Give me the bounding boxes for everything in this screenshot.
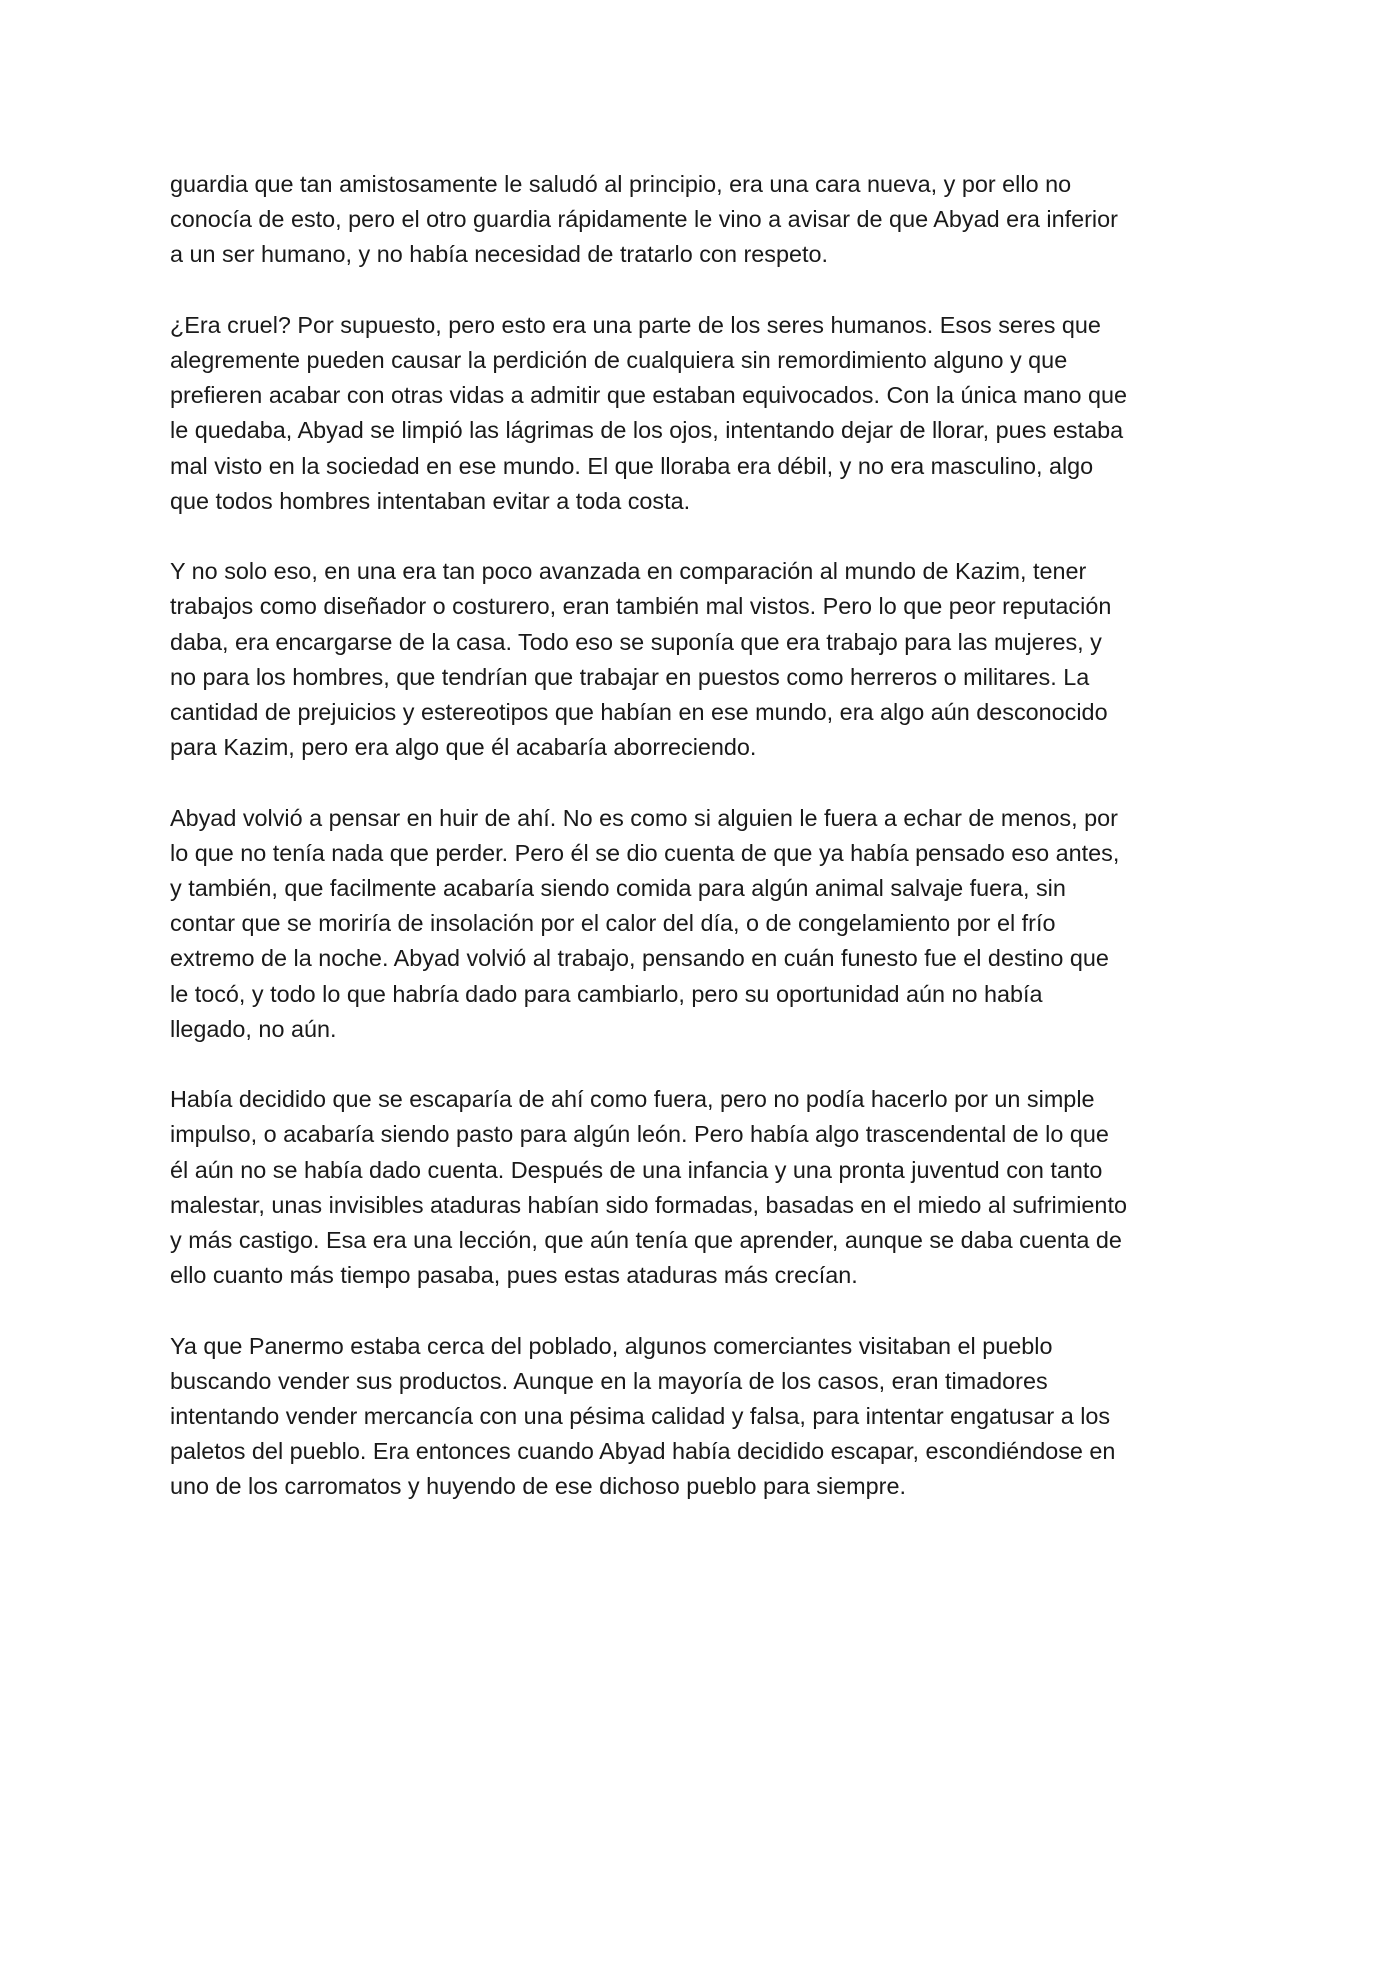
paragraph: Había decidido que se escaparía de ahí como fuera, pero no podía hacerlo por un simple impulso, o acabaría siendo pasto para algún león. Pero había algo trascendental de lo que él aún no se había dado cuenta. Después de una infancia y una pronta juventud con tanto malestar, unas invisibles ataduras habían sido formadas, basadas en el miedo al sufrimiento y más castigo. Esa era una lección, que aún tenía que aprender, aunque se daba cuenta de ello cuanto más tiempo pasaba, pues estas ataduras más crecían. — [170, 1086, 1127, 1289]
paragraph: Abyad volvió a pensar en huir de ahí. No es como si alguien le fuera a echar de menos, por lo que no tenía nada que perder. Pero él se dio cuenta de que ya había pensado eso antes, y también, que facilmente acabaría siendo comida para algún animal salvaje fuera, sin contar que se moriría de insolación por el calor del día, o de congelamiento por el frío extremo de la noche. Abyad volvió al trabajo, pensando en cuán funesto fue el destino que le tocó, y todo lo que habría dado para cambiarlo, pero su oportunidad aún no había llegado, no aún. — [170, 804, 1120, 1042]
paragraph: Y no solo eso, en una era tan poco avanzada en comparación al mundo de Kazim, tener trabajos como diseñador o costurero, eran también mal vistos. Pero lo que peor reputación daba, era encargarse de la casa. Todo eso se suponía que era trabajo para las mujeres, y no para los hombres, que tendrían que trabajar en puestos como herreros o militares. La cantidad de prejuicios y estereotipos que habían en ese mundo, era algo aún desconocido para Kazim, pero era algo que él acabaría aborreciendo. — [170, 558, 1112, 761]
document-body — [170, 167, 1248, 1505]
paragraph: ¿Era cruel? Por supuesto, pero esto era una parte de los seres humanos. Esos seres que alegremente pueden causar la perdición de cualquiera sin remordimiento alguno y que prefieren acabar con otras vidas a admitir que estaban equivocados. Con la única mano que le quedaba, Abyad se limpió las lágrimas de los ojos, intentando dejar de llorar, pues estaba mal visto en la sociedad en ese mundo. El que lloraba era débil, y no era masculino, algo que todos hombres intentaban evitar a toda costa. — [170, 311, 1128, 514]
paragraph: guardia que tan amistosamente le saludó al principio, era una cara nueva, y por ello no conocía de esto, pero el otro guardia rápidamente le vino a avisar de que Abyad era inferior a un ser humano, y no había necesidad de tratarlo con respeto. — [170, 171, 1118, 268]
paragraph: Ya que Panermo estaba cerca del poblado, algunos comerciantes visitaban el pueblo buscando vender sus productos. Aunque en la mayoría de los casos, eran timadores intentando vender mercancía con una pésima calidad y falsa, para intentar engatusar a los paletos del pueblo. Era entonces cuando Abyad había decidido escapar, escondiéndose en uno de los carromatos y huyendo de ese dichoso pueblo para siempre. — [170, 1332, 1116, 1500]
